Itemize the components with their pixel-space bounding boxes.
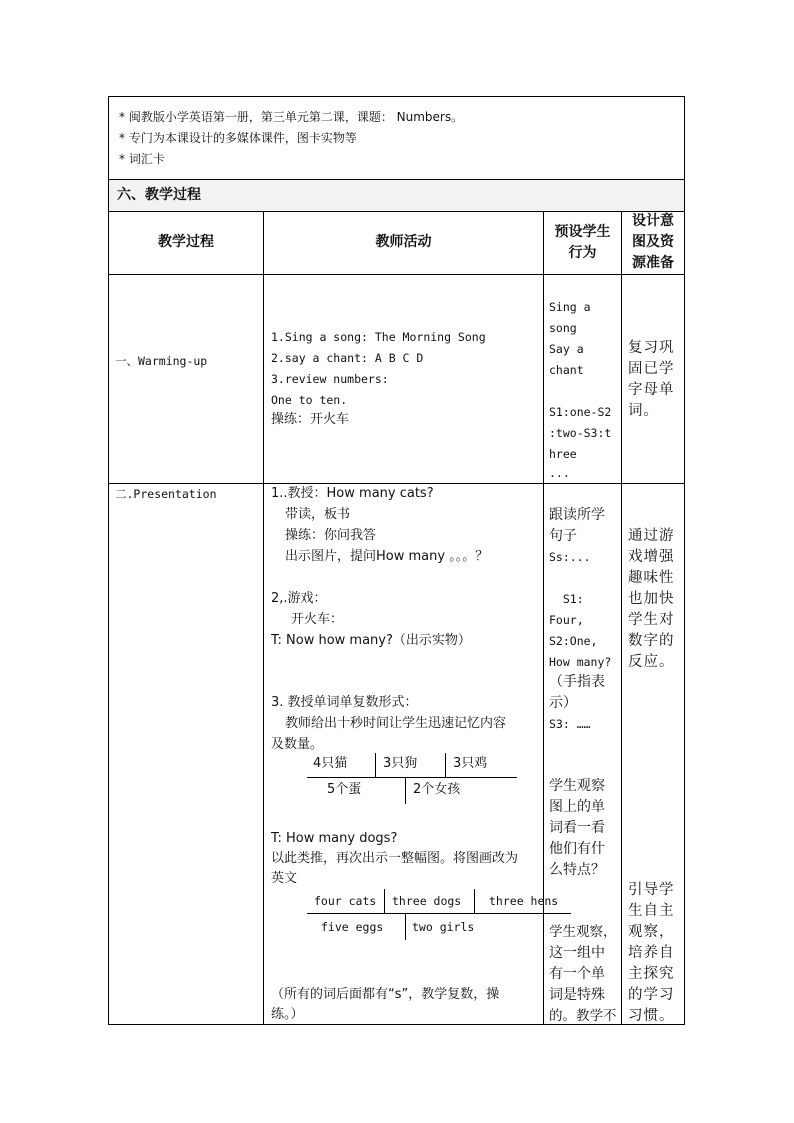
teacher-line: 带读，板书 [285, 507, 351, 522]
design-line: 戏增强 [628, 549, 675, 565]
student-line: 他们有什 [549, 841, 605, 857]
design-line: 习惯。 [628, 1008, 675, 1024]
design-line: 培养自 [628, 945, 675, 961]
grid-line [384, 889, 385, 913]
lesson-table [108, 96, 685, 1025]
teacher-line: 练。） [271, 1007, 304, 1022]
student-line: ... [549, 466, 570, 480]
design-line: 复习巩 [628, 340, 675, 356]
student-line: 么特点？ [549, 862, 605, 878]
teacher-line: One to ten. [271, 393, 348, 407]
section-title: 六、教学过程 [117, 187, 201, 203]
header-design-l2: 图及资 [632, 234, 674, 250]
student-line: S2:One, [549, 634, 598, 648]
student-line: Sing a [549, 300, 591, 314]
design-line: 引导学 [628, 882, 675, 898]
student-line: song [549, 321, 577, 335]
teacher-line: 3.review numbers: [271, 372, 389, 386]
grid-cell: five eggs [321, 920, 384, 934]
design-line: 也加快 [628, 591, 675, 607]
grid-cell: 5个蛋 [327, 782, 362, 797]
teacher-line: 出示图片，提问How many 。。。？ [285, 549, 489, 564]
grid-cell: 4只猫 [313, 756, 348, 771]
grid-cell: three dogs [392, 894, 462, 908]
student-line: How many? [549, 655, 612, 669]
grid-cell: four cats [314, 894, 377, 908]
teacher-line: 以此类推，再次出示一整幅图。将图画改为 [271, 851, 519, 866]
design-line: 通过游 [628, 528, 675, 544]
teacher-line: 1.Sing a song: The Morning Song [271, 330, 486, 344]
student-line: S1:one-S2 [549, 405, 612, 419]
student-line: Ss:... [549, 550, 591, 564]
student-line: 这一组中 [549, 945, 605, 961]
grid-cell: 2个女孩 [413, 782, 461, 797]
intro-line: * 词汇卡 [119, 152, 165, 166]
student-line: chant [549, 363, 584, 377]
design-line: 固已学 [628, 361, 675, 377]
grid-line [307, 777, 517, 778]
row-divider [109, 274, 684, 275]
stage-presentation: 二.Presentation [115, 487, 217, 501]
student-line: :two-S3:t [549, 426, 612, 440]
row-divider [109, 179, 684, 180]
design-line: 观察， [628, 924, 675, 940]
design-line: 趣味性 [628, 570, 675, 586]
student-line: 有一个单 [549, 966, 605, 982]
student-line: 学生观察 [549, 778, 605, 794]
teacher-line: 英文 [271, 871, 298, 886]
grid-line [307, 913, 571, 914]
design-line: 字母单 [628, 382, 675, 398]
student-line: 的。教学不 [549, 1008, 617, 1024]
student-line: （手指表 [549, 674, 605, 690]
grid-line [375, 753, 376, 777]
teacher-line: （所有的词后面都有“s”，教学复数，操 [271, 987, 500, 1002]
col-divider [263, 211, 264, 1024]
grid-line [445, 753, 446, 777]
header-teacher: 教师活动 [375, 234, 432, 250]
grid-line [405, 778, 406, 804]
teacher-line: T: How many dogs? [271, 831, 398, 846]
row-divider [109, 211, 684, 212]
student-line: 跟读所学 [549, 507, 605, 523]
student-line: Four, [549, 613, 584, 627]
teacher-line: 及数量。 [271, 737, 324, 752]
teacher-line: 操练：开火车 [271, 412, 350, 427]
grid-cell: two girls [412, 920, 475, 934]
teacher-line: 2.say a chant: A B C D [271, 351, 424, 365]
stage-warming-up: 一、Warming-up [115, 354, 208, 368]
grid-cell: three hens [489, 894, 559, 908]
grid-cell: 3只鸡 [453, 756, 488, 771]
teacher-line: 3. 教授单词单复数形式： [271, 695, 418, 710]
student-line: S3: …… [549, 717, 591, 731]
design-line: 数字的 [628, 633, 675, 649]
design-line: 生自主 [628, 903, 675, 919]
student-line: Say a [549, 342, 584, 356]
student-line: hree [549, 447, 577, 461]
intro-line: * 闽教版小学英语第一册，第三单元第二课，课题： Numbers。 [119, 110, 464, 124]
grid-line [474, 889, 475, 913]
design-line: 的学习 [628, 987, 675, 1003]
student-line: 示） [549, 695, 577, 711]
teacher-line: 开火车： [291, 612, 344, 627]
design-line: 主探究 [628, 966, 675, 982]
design-line: 反应。 [628, 654, 675, 670]
header-student-l2: 行为 [568, 245, 597, 261]
header-process: 教学过程 [158, 234, 214, 250]
grid-cell: 3只狗 [383, 756, 418, 771]
teacher-line: 操练：你问我答 [285, 528, 377, 543]
student-line: S1: [549, 592, 584, 606]
design-line: 学生对 [628, 612, 675, 628]
teacher-line: 1..教授：How many cats? [271, 486, 434, 501]
grid-line [405, 914, 406, 940]
design-line: 词。 [628, 403, 659, 419]
student-line: 学生观察， [549, 924, 617, 940]
intro-line: * 专门为本课设计的多媒体课件，图卡实物等 [119, 131, 357, 145]
col-divider [621, 211, 622, 1024]
teacher-line: 教师给出十秒时间让学生迅速记忆内容 [285, 716, 507, 731]
header-student-l1: 预设学生 [554, 224, 611, 240]
teacher-line: T: Now how many?（出示实物） [271, 633, 471, 648]
student-line: 词是特殊 [549, 987, 605, 1003]
student-line: 句子 [549, 528, 577, 544]
header-design-l1: 设计意 [632, 213, 674, 229]
student-line: 词看一看 [549, 820, 605, 836]
student-line: 图上的单 [549, 799, 605, 815]
header-design-l3: 源准备 [632, 255, 674, 271]
teacher-line: 2,.游戏： [271, 591, 327, 606]
